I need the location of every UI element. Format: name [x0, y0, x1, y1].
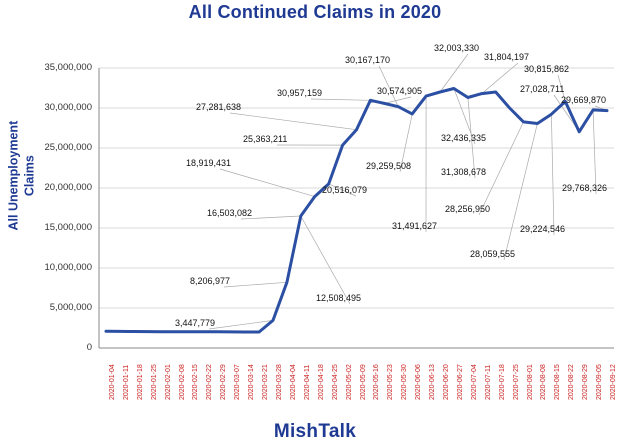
x-tick-label: 2020-06-13 — [429, 364, 437, 400]
x-tick-label: 2020-02-15 — [192, 364, 200, 400]
data-label: 27,028,711 — [520, 84, 565, 94]
x-tick-label: 2020-05-23 — [387, 364, 395, 400]
x-tick-label: 2020-06-20 — [443, 364, 450, 400]
y-tick-label: 0 — [86, 342, 92, 353]
axis-lines — [99, 68, 614, 348]
leader-line — [224, 282, 287, 287]
data-label: 29,669,870 — [561, 95, 607, 105]
x-tick-label: 2020-02-22 — [206, 364, 214, 400]
x-tick-label: 2020-03-14 — [248, 364, 256, 400]
x-tick-label: 2020-04-18 — [317, 364, 325, 400]
leader-line — [384, 97, 411, 103]
data-label: 3,447,779 — [175, 318, 216, 328]
data-label: 27,281,638 — [196, 102, 242, 112]
y-axis-label: All Unemployment Claims — [6, 120, 36, 231]
x-tick-label: 2020-09-12 — [610, 364, 618, 400]
x-tick-label: 2020-01-04 — [108, 364, 116, 400]
x-tick-label: 2020-01-25 — [150, 364, 158, 400]
y-tick-label: 5,000,000 — [49, 302, 92, 313]
data-label: 31,491,627 — [392, 221, 438, 231]
x-tick-label: 2020-08-15 — [554, 364, 562, 400]
x-tick-label: 2020-04-11 — [303, 364, 311, 400]
x-tick-label: 2020-09-05 — [596, 364, 604, 400]
x-tick-label: 2020-01-18 — [136, 364, 144, 400]
x-tick-label: 2020-06-27 — [456, 364, 464, 400]
x-tick-label: 2020-05-16 — [373, 364, 381, 400]
x-tick-label: 2020-05-30 — [401, 364, 409, 400]
data-label: 29,768,326 — [562, 183, 608, 193]
x-tick-label: 2020-05-02 — [345, 364, 353, 400]
data-label: 8,206,977 — [190, 276, 231, 286]
x-tick-label: 2020-03-21 — [262, 364, 270, 400]
x-tick-label: 2020-05-09 — [359, 364, 367, 400]
x-axis-label: MishTalk — [273, 421, 357, 442]
y-tick-label: 10,000,000 — [44, 262, 92, 273]
data-label: 30,167,170 — [345, 55, 391, 65]
data-label: 28,256,950 — [445, 204, 491, 214]
data-label: 30,574,905 — [377, 86, 423, 96]
x-tick-label: 2020-02-01 — [164, 364, 172, 400]
x-tick-label: 2020-01-11 — [122, 364, 130, 400]
x-tick-label: 2020-03-28 — [275, 364, 283, 400]
x-tick-label: 2020-02-29 — [220, 364, 228, 400]
x-tick-label: 2020-07-18 — [498, 364, 506, 400]
x-tick-label: 2020-08-08 — [540, 364, 548, 400]
data-label: 18,919,431 — [186, 158, 232, 168]
y-tick-label: 30,000,000 — [44, 102, 92, 113]
leader-line — [311, 99, 370, 100]
data-label: 32,003,330 — [434, 43, 480, 53]
data-label: 30,957,159 — [277, 88, 323, 98]
y-tick-label: 35,000,000 — [44, 62, 92, 73]
x-tick-label: 2020-08-01 — [526, 364, 534, 400]
x-tick-label: 2020-08-29 — [582, 364, 590, 400]
y-tick-label: 15,000,000 — [44, 222, 92, 233]
x-tick-label: 2020-04-04 — [289, 364, 297, 400]
data-label: 31,804,197 — [484, 52, 530, 62]
leader-line — [593, 110, 596, 194]
y-tick-label: 25,000,000 — [44, 142, 92, 153]
data-label: 29,259,508 — [366, 161, 412, 171]
x-tick-label: 2020-07-04 — [470, 364, 478, 400]
data-label: 31,308,678 — [441, 167, 487, 177]
leader-line — [551, 114, 554, 235]
leader-line — [440, 54, 468, 92]
data-label: 32,436,335 — [441, 133, 487, 143]
leader-line — [220, 169, 315, 197]
leader-line — [230, 113, 357, 130]
x-tick-label: 2020-02-08 — [178, 364, 186, 400]
x-tick-label: 2020-08-22 — [568, 364, 576, 400]
data-label: 16,503,082 — [207, 208, 253, 218]
leader-line — [301, 216, 350, 304]
x-tick-label: 2020-03-07 — [234, 364, 242, 400]
chart-title: All Continued Claims in 2020 — [188, 2, 442, 22]
x-tick-label: 2020-04-25 — [331, 364, 339, 400]
data-label: 12,508,495 — [316, 293, 362, 303]
data-label: 20,516,079 — [322, 185, 368, 195]
data-label: 28,059,555 — [470, 249, 516, 259]
x-tick-label: 2020-06-06 — [415, 364, 423, 400]
data-label: 29,224,546 — [520, 224, 566, 234]
data-label: 25,363,211 — [243, 134, 288, 144]
x-tick-label: 2020-07-25 — [512, 364, 520, 400]
leader-line — [504, 124, 537, 261]
x-tick-label: 2020-07-11 — [484, 364, 492, 400]
data-label: 30,815,862 — [524, 64, 570, 74]
y-tick-label: 20,000,000 — [44, 182, 92, 193]
